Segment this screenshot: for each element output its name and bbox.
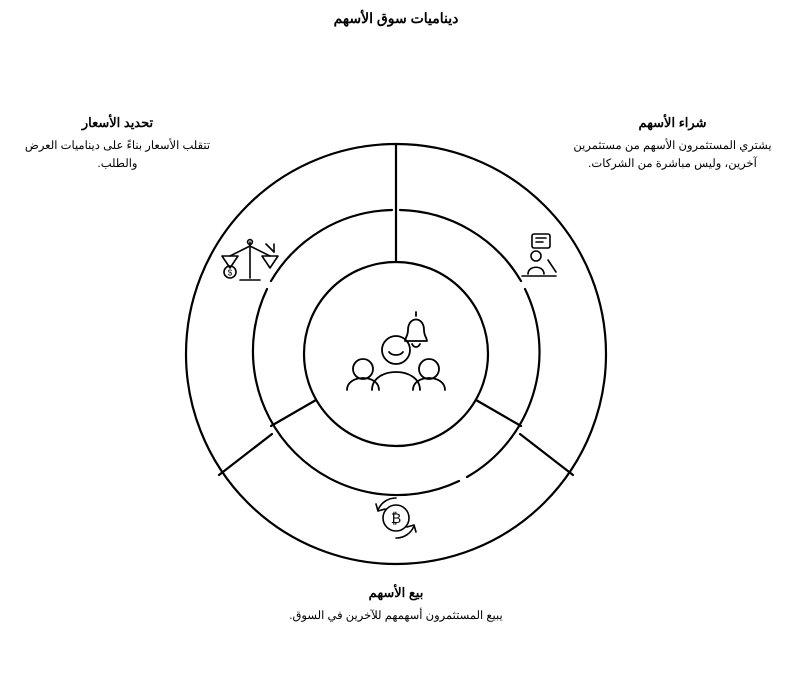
node-title-price: تحديد الأسعار (81, 115, 154, 130)
middle-arc-buy (400, 210, 521, 281)
inner-spoke-left (271, 400, 316, 426)
node-description-price: تتقلب الأسعار بناءً على ديناميات العرض والطلب. (24, 140, 211, 171)
node-label-price (10, 115, 225, 174)
bitcoin-exchange-icon (376, 498, 416, 538)
diagram-title: ديناميات سوق الأسهم (333, 10, 459, 26)
middle-arc-sell (467, 289, 540, 477)
node-label-buy (565, 115, 780, 174)
inner-circle (304, 262, 488, 446)
middle-arc-price (253, 289, 459, 495)
middle-arc-price-2 (271, 210, 392, 281)
scales-balance-icon (222, 240, 278, 280)
people-group-bell-icon (347, 312, 445, 390)
node-description-buy: يشتري المستثمرون الأسهم من مستثمرين آخرين، وليس مباشرة من الشركات. (573, 140, 772, 171)
node-title-sell: بيع الأسهم (368, 585, 424, 600)
node-title-buy: شراء الأسهم (638, 115, 707, 130)
node-label-sell (246, 585, 546, 626)
person-presentation-icon (522, 234, 556, 276)
svg-text:₿: ₿ (390, 510, 402, 526)
inner-spoke-right (476, 400, 521, 426)
node-description-sell: يبيع المستثمرون أسهمهم للآخرين في السوق. (289, 610, 503, 623)
svg-text:$: $ (227, 268, 233, 278)
spoke-bottom-right (520, 434, 573, 475)
spoke-bottom-left (219, 434, 272, 475)
